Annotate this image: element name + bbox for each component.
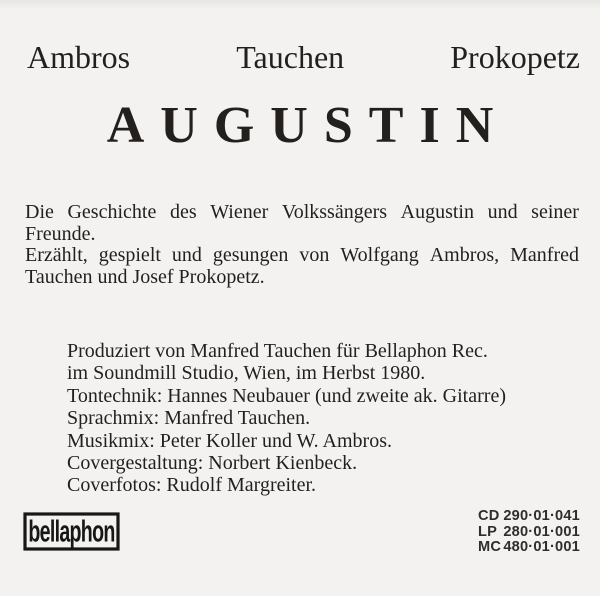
album-description [25, 202, 579, 288]
catalog-entry-lp [478, 525, 580, 541]
credit-line-sound-engineering: Tontechnik: Hannes Neubauer (und zweite ak. Gitarre) [67, 384, 506, 407]
description-line: Freunde. [25, 222, 96, 245]
bellaphon-logo-text: bellaphon [28, 515, 115, 549]
bellaphon-logo [23, 512, 120, 551]
artist-name-ambros: Ambros [27, 39, 131, 75]
description-line: Die Geschichte des Wiener Volkssängers Augustin und seiner [25, 201, 579, 223]
artist-name-tauchen: Tauchen [236, 39, 345, 75]
credit-line-studio: im Soundmill Studio, Wien, im Herbst 1980. [67, 362, 426, 385]
artist-name-prokopetz: Prokopetz [450, 39, 580, 75]
catalog-number: 280·01·001 [503, 523, 580, 540]
credit-line-cover-photos: Coverfotos: Rudolf Margreiter. [67, 474, 317, 497]
credits-block [67, 340, 506, 497]
catalog-format: LP [478, 523, 498, 540]
catalog-number: 480·01·001 [503, 539, 580, 556]
catalog-entry-cd [478, 509, 580, 525]
catalog-numbers [478, 509, 580, 556]
description-line: Tauchen und Josef Prokopetz. [25, 265, 265, 288]
artists-row [27, 41, 580, 73]
credit-line-speech-mix: Sprachmix: Manfred Tauchen. [67, 407, 311, 430]
credit-line-produced-by: Produziert von Manfred Tauchen für Bellaphon Rec. [67, 340, 488, 362]
credit-line-cover-design: Covergestaltung: Norbert Kienbeck. [67, 452, 358, 475]
catalog-entry-mc [478, 540, 580, 556]
description-line: Erzählt, gespielt und gesungen von Wolfgang Ambros, Manfred [25, 244, 579, 266]
catalog-format: MC [478, 539, 502, 556]
album-title: AUGUSTIN [106, 97, 510, 154]
catalog-format: CD [478, 508, 500, 524]
credit-line-music-mix: Musikmix: Peter Koller und W. Ambros. [67, 429, 392, 452]
catalog-number: 290·01·041 [503, 508, 580, 524]
